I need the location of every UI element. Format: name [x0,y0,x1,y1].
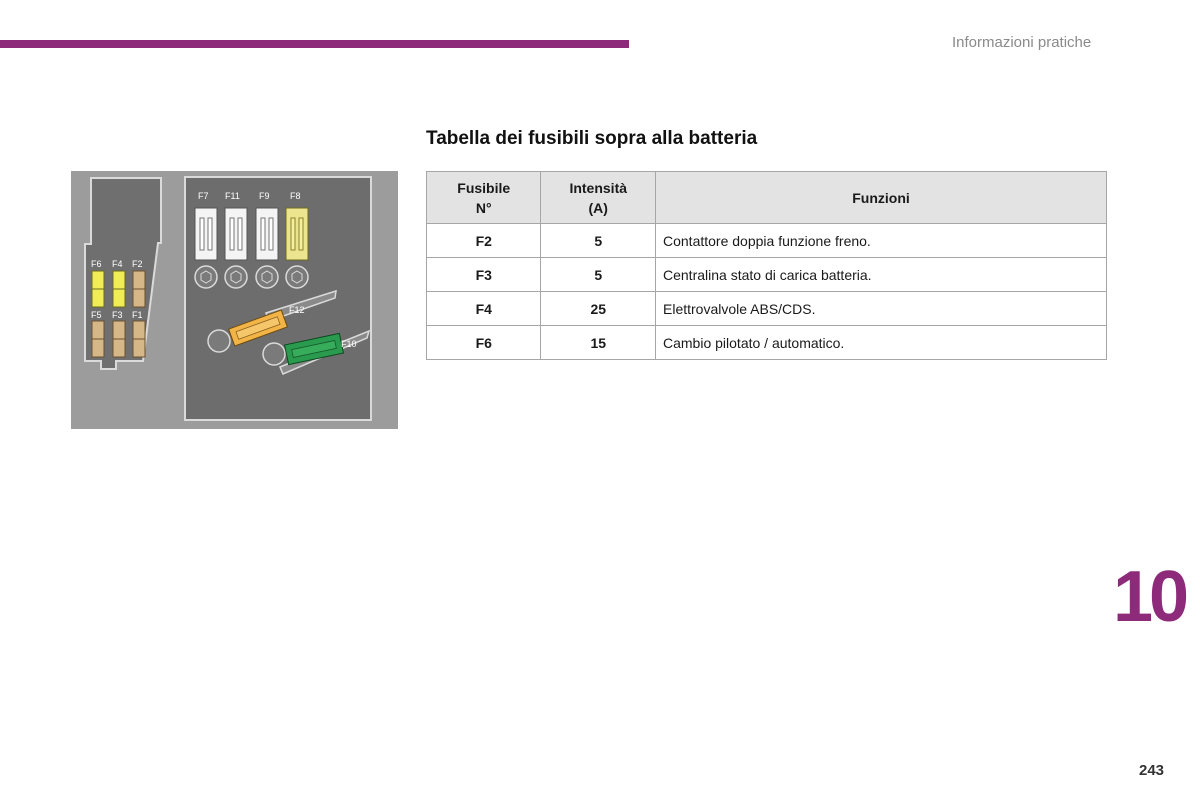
fuse-table [426,171,1107,360]
header-fuse-line1: Fusibile [457,179,511,196]
cell-function: Elettrovalvole ABS/CDS. [656,292,1107,326]
fuse-f7-icon [195,208,217,260]
cell-fuse: F4 [427,292,541,326]
fuse-f11-icon [225,208,247,260]
header-fuse [427,172,541,224]
cell-function: Cambio pilotato / automatico. [656,326,1107,360]
cell-amperage: 25 [541,292,656,326]
cell-fuse: F3 [427,258,541,292]
table-header-row [427,172,1107,224]
chapter-number: 10 [1113,557,1186,637]
label-f7: F7 [198,191,209,201]
header-fuse-line2: N° [475,199,492,216]
label-f2: F2 [132,259,143,269]
cell-function: Centralina stato di carica batteria. [656,258,1107,292]
cell-amperage: 5 [541,258,656,292]
label-f3: F3 [112,310,123,320]
label-f4: F4 [112,259,123,269]
label-f9: F9 [259,191,270,201]
fuse-f2-icon [133,271,145,307]
fuse-f5-icon [92,321,104,357]
header-functions: Funzioni [656,172,1107,224]
cell-amperage: 15 [541,326,656,360]
table-row [427,224,1107,258]
page-number: 243 [1139,762,1165,779]
fuse-f1-icon [133,321,145,357]
label-f5: F5 [91,310,102,320]
accent-bar [0,40,629,48]
label-f11: F11 [225,191,240,201]
header-amp [541,172,656,224]
fuse-f8-icon [286,208,308,260]
fuse-f4-icon [113,271,125,307]
header-amp-line1: Intensità [569,179,628,196]
fuse-f3-icon [113,321,125,357]
cell-fuse: F2 [427,224,541,258]
section-header: Informazioni pratiche [952,34,1092,51]
header-amp-line2: (A) [588,199,608,216]
table-row [427,258,1107,292]
label-f12: F12 [289,305,305,315]
label-f8: F8 [290,191,301,201]
cell-function: Contattore doppia funzione freno. [656,224,1107,258]
table-row [427,326,1107,360]
fuse-f6-icon [92,271,104,307]
fuse-f9-icon [256,208,278,260]
cell-amperage: 5 [541,224,656,258]
page-title: Tabella dei fusibili sopra alla batteria [426,128,758,149]
table-row [427,292,1107,326]
label-f1: F1 [132,310,143,320]
cell-fuse: F6 [427,326,541,360]
fuse-box-diagram [71,171,398,429]
label-f6: F6 [91,259,102,269]
label-f10: F10 [341,339,357,349]
